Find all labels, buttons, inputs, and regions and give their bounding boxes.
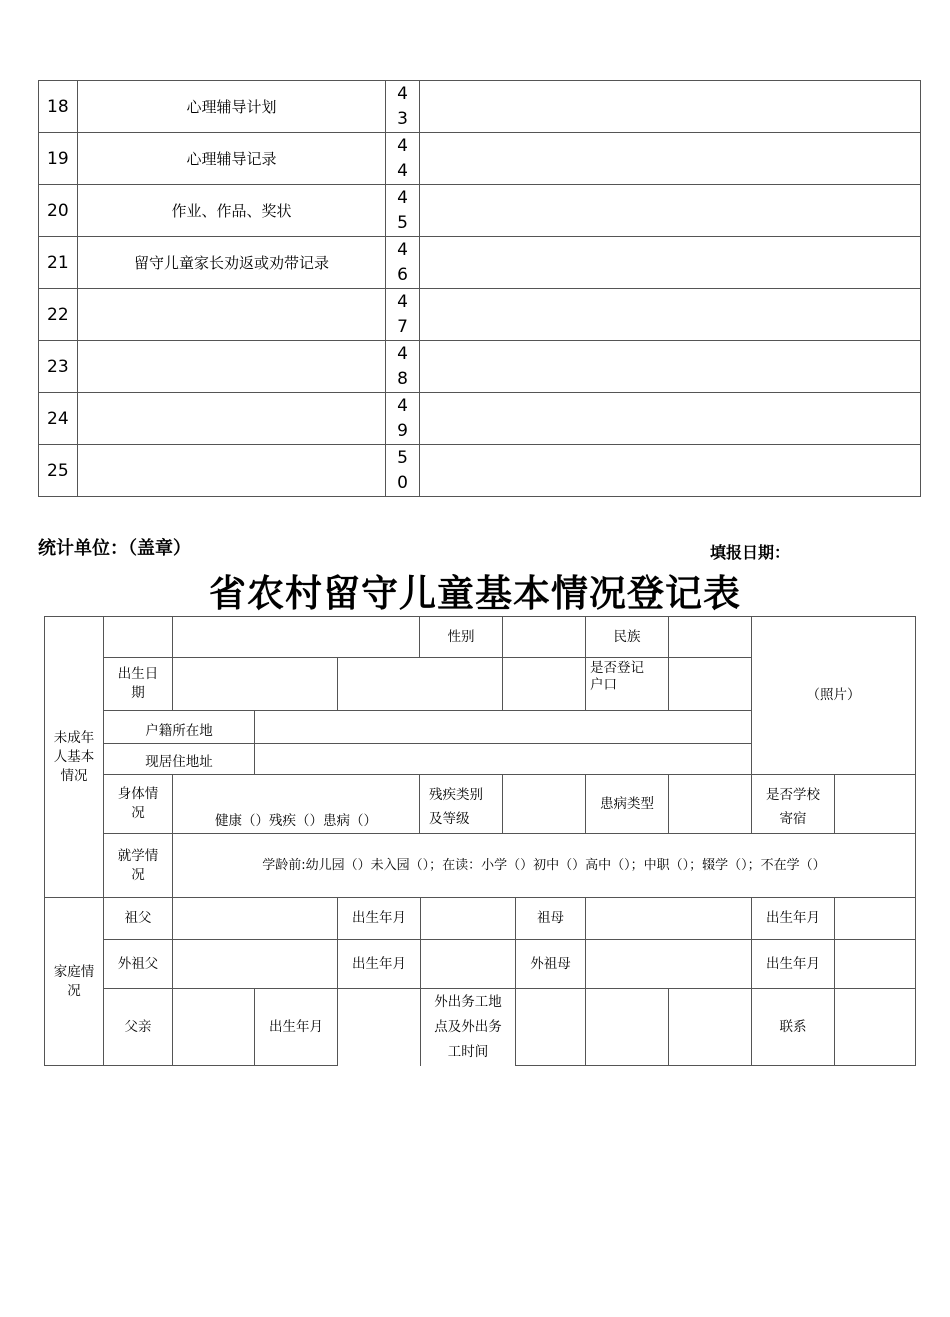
page-number (386, 445, 420, 497)
section-child-label: 未成年人基本情况 (44, 616, 104, 898)
page-number (386, 289, 420, 341)
blank-cell[interactable] (502, 657, 586, 711)
father-label: 父亲 (103, 988, 173, 1066)
row-number: 24 (39, 393, 78, 445)
father-value-cell[interactable] (172, 988, 255, 1066)
current-address-label: 现居住地址 (103, 743, 255, 775)
ethnicity-label: 民族 (585, 616, 669, 658)
maternal-grandmother-birth-value[interactable] (834, 939, 916, 989)
maternal-grandmother-value-cell[interactable] (585, 939, 752, 989)
disability-label: 残疾类别及等级 (419, 774, 503, 834)
page-digit: 6 (397, 264, 408, 285)
gender-label: 性别 (419, 616, 503, 658)
table-row (39, 445, 921, 497)
item-name: 心理辅导记录 (78, 133, 386, 185)
boarding-value-cell[interactable] (834, 774, 916, 834)
disability-value-cell[interactable] (502, 774, 586, 834)
page-digit: 4 (397, 343, 408, 364)
school-options[interactable]: 学龄前:幼儿园（）未入园（）；在读：小学（）初中（）高中（）；中职（）；辍学（）；不在学（） (172, 833, 916, 898)
birth-date-label: 出生日期 (103, 657, 173, 711)
grandmother-label: 祖母 (515, 897, 586, 940)
current-address-value-cell[interactable] (254, 743, 752, 775)
contact-label: 联系 (751, 988, 835, 1066)
page-number (386, 341, 420, 393)
table-row (39, 185, 921, 237)
page-digit: 8 (397, 368, 408, 389)
table-row (39, 237, 921, 289)
birth-date-value-cell[interactable] (172, 657, 338, 711)
maternal-grandmother-label: 外祖母 (515, 939, 586, 989)
stat-unit-label: 统计单位：（盖章） (38, 538, 191, 559)
remark-cell[interactable] (420, 393, 921, 445)
page-digit: 7 (397, 316, 408, 337)
page-digit: 3 (397, 108, 408, 129)
registered-value-cell[interactable] (668, 657, 752, 711)
remark-cell[interactable] (420, 341, 921, 393)
row-number: 25 (39, 445, 78, 497)
work-info-value-1[interactable] (515, 988, 586, 1066)
school-label: 就学情况 (103, 833, 173, 898)
table-row (39, 393, 921, 445)
gender-value-cell[interactable] (502, 616, 586, 658)
grandfather-birth-label: 出生年月 (337, 897, 421, 940)
page-digit: 5 (397, 212, 408, 233)
remark-cell[interactable] (420, 81, 921, 133)
fill-date-label: 填报日期： (710, 543, 791, 562)
remark-cell[interactable] (420, 289, 921, 341)
remark-cell[interactable] (420, 133, 921, 185)
row-number: 22 (39, 289, 78, 341)
page-digit: 4 (397, 239, 408, 260)
health-options[interactable]: 健康（）残疾（）患病（） (172, 774, 420, 834)
page-digit: 4 (397, 187, 408, 208)
page-digit: 4 (397, 395, 408, 416)
table-row (39, 133, 921, 185)
form-title: 省农村留守儿童基本情况登记表 (209, 572, 741, 615)
father-birth-value[interactable] (337, 988, 421, 1066)
boarding-label: 是否学校寄宿 (751, 774, 835, 834)
row-number: 21 (39, 237, 78, 289)
row-number: 20 (39, 185, 78, 237)
page-digit: 0 (397, 472, 408, 493)
page-number (386, 133, 420, 185)
remark-cell[interactable] (420, 185, 921, 237)
index-table (38, 80, 921, 497)
page-digit: 4 (397, 83, 408, 104)
ethnicity-value-cell[interactable] (668, 616, 752, 658)
item-name (78, 393, 386, 445)
work-info-value-3[interactable] (668, 988, 752, 1066)
registered-label: 是否登记户口 (585, 657, 669, 711)
photo-cell[interactable]: （照片） (751, 616, 916, 775)
maternal-grandfather-birth-value[interactable] (420, 939, 516, 989)
illness-value-cell[interactable] (668, 774, 752, 834)
page-number (386, 393, 420, 445)
name-value-cell[interactable] (172, 616, 420, 658)
grandfather-birth-value[interactable] (420, 897, 516, 940)
maternal-grandfather-value-cell[interactable] (172, 939, 338, 989)
work-info-value-2[interactable] (585, 988, 669, 1066)
item-name (78, 445, 386, 497)
maternal-grandfather-label: 外祖父 (103, 939, 173, 989)
row-number: 23 (39, 341, 78, 393)
table-row (39, 341, 921, 393)
grandfather-value-cell[interactable] (172, 897, 338, 940)
item-name (78, 341, 386, 393)
hukou-location-label: 户籍所在地 (103, 710, 255, 744)
page-digit: 4 (397, 135, 408, 156)
blank-cell[interactable] (337, 657, 503, 711)
father-birth-label: 出生年月 (254, 988, 338, 1066)
grandmother-birth-value[interactable] (834, 897, 916, 940)
row-number: 18 (39, 81, 78, 133)
health-label: 身体情况 (103, 774, 173, 834)
grandmother-value-cell[interactable] (585, 897, 752, 940)
page-number (386, 185, 420, 237)
page-digit: 4 (397, 291, 408, 312)
page-number (386, 81, 420, 133)
item-name: 留守儿童家长劝返或劝带记录 (78, 237, 386, 289)
page-digit: 5 (397, 447, 408, 468)
section-family-label: 家庭情况 (44, 897, 104, 1066)
table-row (39, 289, 921, 341)
page-digit: 4 (397, 160, 408, 181)
page-digit: 9 (397, 420, 408, 441)
remark-cell[interactable] (420, 237, 921, 289)
name-label-cell (103, 616, 173, 658)
grandfather-label: 祖父 (103, 897, 173, 940)
maternal-grandmother-birth-label: 出生年月 (751, 939, 835, 989)
item-name (78, 289, 386, 341)
remark-cell[interactable] (420, 445, 921, 497)
hukou-location-value-cell[interactable] (254, 710, 752, 744)
maternal-grandfather-birth-label: 出生年月 (337, 939, 421, 989)
contact-value-cell[interactable] (834, 988, 916, 1066)
illness-label: 患病类型 (585, 774, 669, 834)
grandmother-birth-label: 出生年月 (751, 897, 835, 940)
work-info-label: 外出务工地点及外出务工时间 (420, 988, 516, 1066)
item-name: 作业、作品、奖状 (78, 185, 386, 237)
table-row (39, 81, 921, 133)
item-name: 心理辅导计划 (78, 81, 386, 133)
row-number: 19 (39, 133, 78, 185)
page-number (386, 237, 420, 289)
